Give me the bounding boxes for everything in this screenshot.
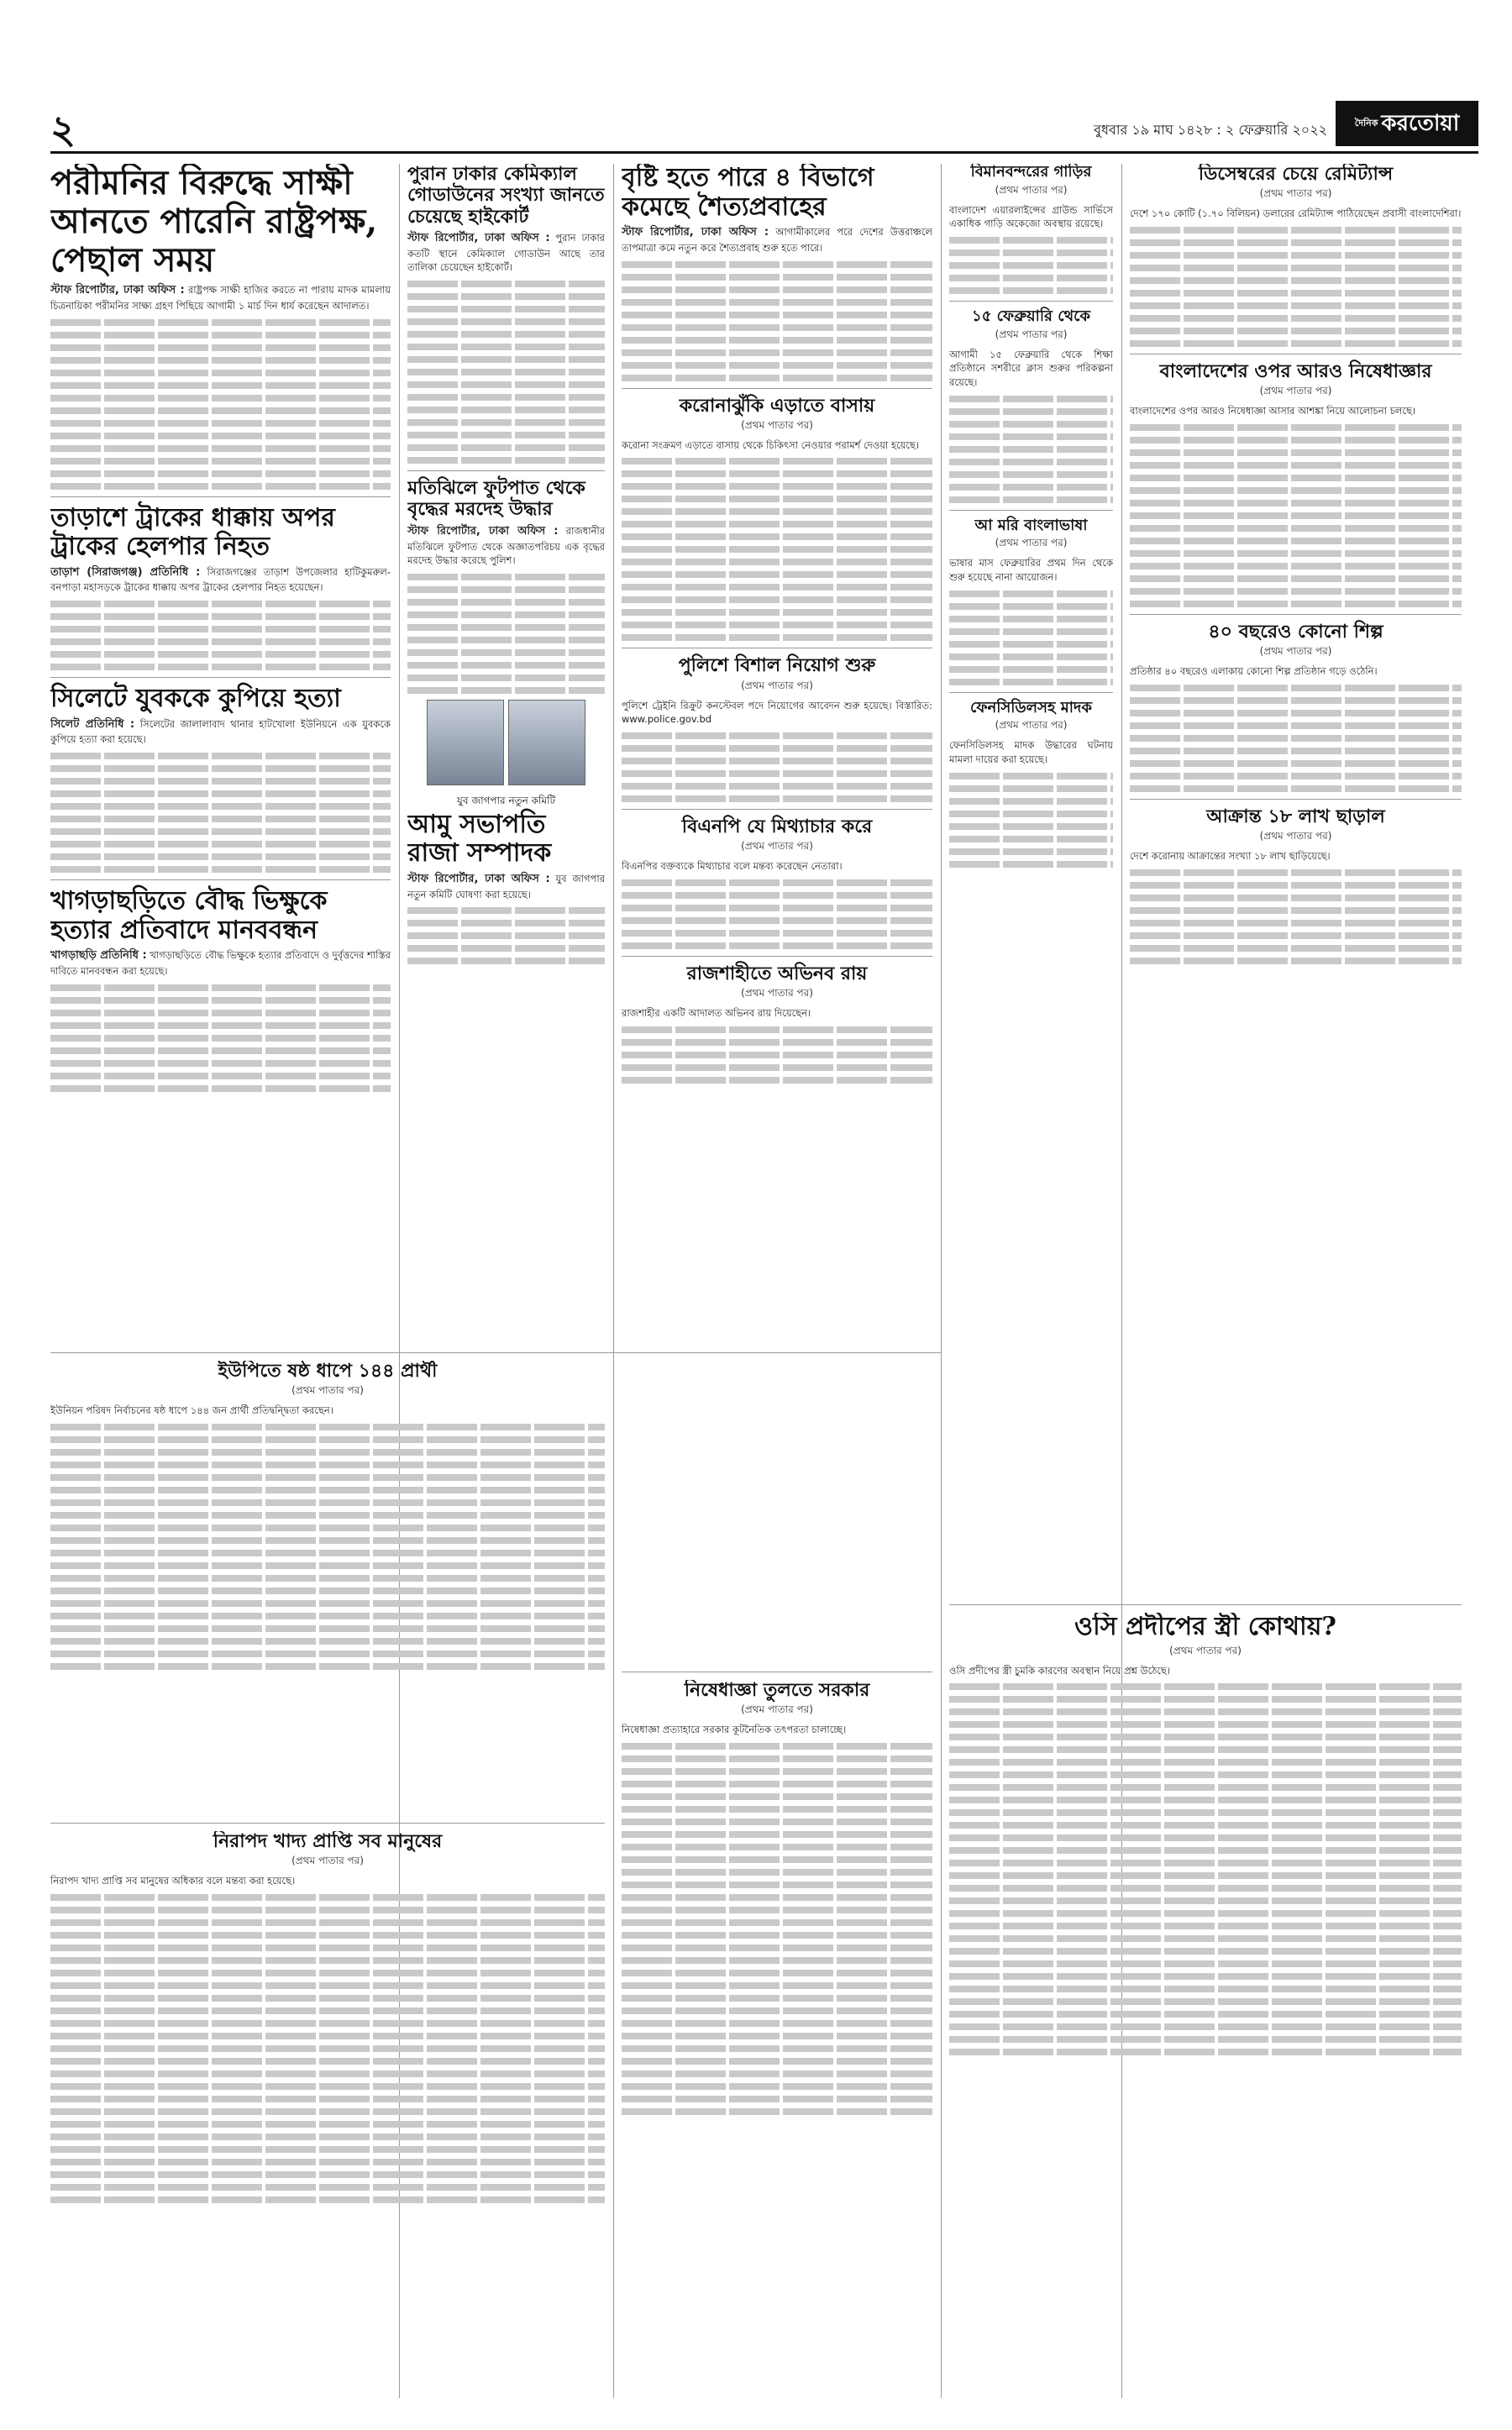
headline: ইউপিতে ষষ্ঠ ধাপে ১৪৪ প্রার্থী [218, 1361, 438, 1382]
column-left-center [407, 164, 605, 1340]
article-remittance: ডিসেম্বরের চেয়ে রেমিট্যান্স (প্রথম পাতার পর) দেশে ১৭০ কোটি (১.৭০ বিলিয়ন) ডলারের রেমিট্যান্স পাঠিয়েছেন প্রবাসী বাংলাদেশিরা। [1130, 164, 1462, 347]
article-corona: করোনাঝুঁকি এড়াতে বাসায় (প্রথম পাতার পর) করোনা সংক্রমণ এড়াতে বাসায় থেকে চিকিৎসা নেওয়ার পরামর্শ দেওয়া হয়েছে। [622, 396, 932, 642]
committee-photos [407, 700, 605, 789]
portrait-photo [427, 700, 504, 785]
portrait-photo [508, 700, 585, 785]
article-bnp: বিএনপি যে মিথ্যাচার করে (প্রথম পাতার পর) বিএনপির বক্তব্যকে মিথ্যাচার বলে মন্তব্য করেছেন নেতারা। [622, 816, 932, 949]
headline: খাগড়াছড়িতে বৌদ্ধ ভিক্ষুকে হত্যার প্রতিবাদে মানববন্ধন [50, 886, 328, 945]
headline: আক্রান্ত ১৮ লাখ ছাড়াল [1206, 805, 1385, 827]
article-chemical: পুরান ঢাকার কেমিক্যাল গোডাউনের সংখ্যা জানতে চেয়েছে হাইকোর্ট স্টাফ রিপোর্টার, ঢাকা অফিস : পুরান ঢাকার কতটি স্থানে কেমিক্যাল গোডাউন আছে তার তালিকা চেয়েছেন হাইকোর্ট। [407, 164, 605, 464]
column-left-top [50, 164, 391, 1340]
column-right [1130, 164, 1462, 1592]
headline: পুলিশে বিশাল নিয়োগ শুরু [678, 654, 876, 677]
headline: করোনাঝুঁকি এড়াতে বাসায় [679, 394, 875, 417]
article-oc-pradeep: ওসি প্রদীপের স্ত্রী কোথায়? (প্রথম পাতার পর) ওসি প্রদীপের স্ত্রী চুমকি কারণের অবস্থান নিয়ে প্রশ্ন উঠেছে। [949, 1613, 1462, 2394]
headline: বৃষ্টি হতে পারে ৪ বিভাগে কমেছে শৈত্যপ্রবাহের [622, 164, 874, 222]
headline: ফেনসিডিলসহ মাদক [970, 698, 1092, 716]
article-khagrachari: খাগড়াছড়িতে বৌদ্ধ ভিক্ষুকে হত্যার প্রতিবাদে মানববন্ধন খাগড়াছড়ি প্রতিনিধি : খাগড়াছড়িতে বৌদ্ধ ভিক্ষুকে হত্যার প্রতিবাদে ও দুর্বৃত্তদের শাস্তির দাবিতে মানববন্ধন করা হয়েছে। [50, 887, 391, 1092]
article-restrictions: বাংলাদেশের ওপর আরও নিষেধাজ্ঞার (প্রথম পাতার পর) বাংলাদেশের ওপর আরও নিষেধাজ্ঞা আসার আশঙ্কা নিয়ে আলোচনা চলছে। [1130, 361, 1462, 607]
article-sylhet: সিলেটে যুবককে কুপিয়ে হত্যা সিলেট প্রতিনিধি : সিলেটের জালালাবাদ থানার হাটখোলা ইউনিয়নে এক যুবককে কুপিয়ে হত্যা করা হয়েছে। [50, 685, 391, 873]
headline: ৪০ বছরেও কোনো শিল্প [1208, 620, 1383, 643]
article-fire: মতিঝিলে ফুটপাত থেকে বৃদ্ধের মরদেহ উদ্ধার স্টাফ রিপোর্টার, ঢাকা অফিস : রাজধানীর মতিঝিলে ফুটপাত থেকে অজ্ঞাতপরিচয় এক বৃদ্ধের মরদেহ উদ্ধার করেছে পুলিশ। [407, 478, 605, 694]
headline: তাড়াশে ট্রাকের ধাক্কায় অপর ট্রাকের হেলপার নিহত [50, 502, 335, 562]
article-shilpo: ৪০ বছরেও কোনো শিল্প (প্রথম পাতার পর) প্রতিষ্ঠার ৪০ বছরেও এলাকায় কোনো শিল্প প্রতিষ্ঠান গড়ে ওঠেনি। [1130, 622, 1462, 792]
headline: নিষেধাজ্ঞা তুলতে সরকার [684, 1680, 870, 1701]
article-feb15: ১৫ ফেব্রুয়ারি থেকে (প্রথম পাতার পর) আগামী ১৫ ফেব্রুয়ারি থেকে শিক্ষা প্রতিষ্ঠানে সশরীরে ক্লাস শুরুর পরিকল্পনা রয়েছে। [949, 308, 1113, 503]
page-header [50, 101, 1478, 154]
headline: ১৫ ফেব্রুয়ারি থেকে [972, 307, 1090, 326]
article-banglabhasha: আ মরি বাংলাভাষা (প্রথম পাতার পর) ভাষার মাস ফেব্রুয়ারির প্রথম দিন থেকে শুরু হয়েছে নানা আয়োজন। [949, 517, 1113, 685]
article-porimoni: পরীমনির বিরুদ্ধে সাক্ষী আনতে পারেনি রাষ্ট্রপক্ষ, পেছাল সময় স্টাফ রিপোর্টার, ঢাকা অফিস : রাষ্ট্রপক্ষ সাক্ষী হাজির করতে না পারায় মাদক মামলায় চিত্রনায়িকা পরীমনির সাক্ষ্য গ্রহণ পিছিয়ে আগামী ১ মার্চ দিন ধার্য করেছেন আদালত। [50, 164, 391, 490]
headline: ওসি প্রদীপের স্ত্রী কোথায়? [1074, 1613, 1336, 1641]
column-center-right [949, 164, 1113, 1592]
article-aakranto: আক্রান্ত ১৮ লাখ ছাড়াল (প্রথম পাতার পর) দেশে করোনায় আক্রান্তের সংখ্যা ১৮ লাখ ছাড়িয়েছে। [1130, 806, 1462, 964]
column-center [622, 164, 932, 1382]
article-food-safety: নিরাপদ খাদ্য প্রাপ্তি সব মানুষের (প্রথম পাতার পর) নিরাপদ খাদ্য প্রাপ্তি সব মানুষের অধিকার বলে মন্তব্য করা হয়েছে। [50, 1831, 605, 2394]
article-biman: বিমানবন্দরের গাড়ির (প্রথম পাতার পর) বাংলাদেশ এয়ারলাইন্সের গ্রাউন্ড সার্ভিসে একাধিক গাড়ি অকেজো অবস্থায় রয়েছে। [949, 164, 1113, 294]
headline: বাংলাদেশের ওপর আরও নিষেধাজ্ঞার [1159, 360, 1432, 382]
headline: সিলেটে যুবককে কুপিয়ে হত্যা [50, 684, 341, 714]
headline: আ মরি বাংলাভাষা [974, 516, 1088, 534]
article-rajshahi: রাজশাহীতে অভিনব রায় (প্রথম পাতার পর) রাজশাহীর একটি আদালত অভিনব রায় দিয়েছেন। [622, 963, 932, 1084]
headline: বিএনপি যে মিথ্যাচার করে [681, 816, 873, 838]
headline: আমু সভাপতি রাজা সম্পাদক [407, 809, 552, 869]
page-number: ২ [50, 107, 76, 152]
headline: পরীমনির বিরুদ্ধে সাক্ষী আনতে পারেনি রাষ্ট্রপক্ষ, পেছাল সময় [50, 164, 378, 280]
headline: নিরাপদ খাদ্য প্রাপ্তি সব মানুষের [213, 1831, 443, 1852]
headline: ডিসেম্বরের চেয়ে রেমিট্যান্স [1198, 164, 1394, 185]
headline: বিমানবন্দরের গাড়ির [970, 164, 1092, 181]
article-truck: তাড়াশে ট্রাকের ধাক্কায় অপর ট্রাকের হেলপার নিহত তাড়াশ (সিরাজগঞ্জ) প্রতিনিধি : সিরাজগঞ্জের তাড়াশ উপজেলার হাটিকুমরুল-বনপাড়া মহাসড়কে ট্রাকের ধাক্কায় অপর ট্রাকের হেলপার নিহত হয়েছেন। [50, 504, 391, 671]
article-committee: যুব জাগপার নতুন কমিটি আমু সভাপতি রাজা সম্পাদক স্টাফ রিপোর্টার, ঢাকা অফিস : যুব জাগপার নতুন কমিটি ঘোষণা করা হয়েছে। [407, 794, 605, 965]
date-line: বুধবার ১৯ মাঘ ১৪২৮ : ২ ফেব্রুয়ারি ২০২২ [1094, 122, 1327, 138]
headline: রাজশাহীতে অভিনব রায় [686, 963, 868, 985]
article-police: পুলিশে বিশাল নিয়োগ শুরু (প্রথম পাতার পর) পুলিশে ট্রেইনি রিক্রুট কনস্টেবল পদে নিয়োগের আবেদন শুরু হয়েছে। বিস্তারিত: www.police.gov.bd [622, 655, 932, 802]
headline: মতিঝিলে ফুটপাত থেকে বৃদ্ধের মরদেহ উদ্ধার [407, 477, 585, 521]
article-restriction-gov: নিষেধাজ্ঞা তুলতে সরকার (প্রথম পাতার পর) নিষেধাজ্ঞা প্রত্যাহারে সরকার কূটনৈতিক তৎপরতা চালাচ্ছে। [622, 1680, 932, 2394]
headline: পুরান ঢাকার কেমিক্যাল গোডাউনের সংখ্যা জানতে চেয়েছে হাইকোর্ট [407, 164, 605, 228]
article-fencidil: ফেনসিডিলসহ মাদক (প্রথম পাতার পর) ফেনসিডিলসহ মাদক উদ্ধারের ঘটনায় মামলা দায়ের করা হয়েছে। [949, 700, 1113, 868]
article-shoitto: বৃষ্টি হতে পারে ৪ বিভাগে কমেছে শৈত্যপ্রবাহের স্টাফ রিপোর্টার, ঢাকা অফিস : আগামীকালের পরে দেশের উত্তরাঞ্চলে তাপমাত্রা কমে নতুন করে শৈত্যপ্রবাহ শুরু হতে পারে। [622, 164, 932, 381]
masthead-logo: $^{দৈনিক}$ করতোয়া [1336, 101, 1478, 146]
article-up-election: ইউপিতে ষষ্ঠ ধাপে ১৪৪ প্রার্থী (প্রথম পাতার পর) ইউনিয়ন পরিষদ নির্বাচনের ষষ্ঠ ধাপে ১৪৪ জন প্রার্থী প্রতিদ্বন্দ্বিতা করছেন। [50, 1361, 605, 1814]
